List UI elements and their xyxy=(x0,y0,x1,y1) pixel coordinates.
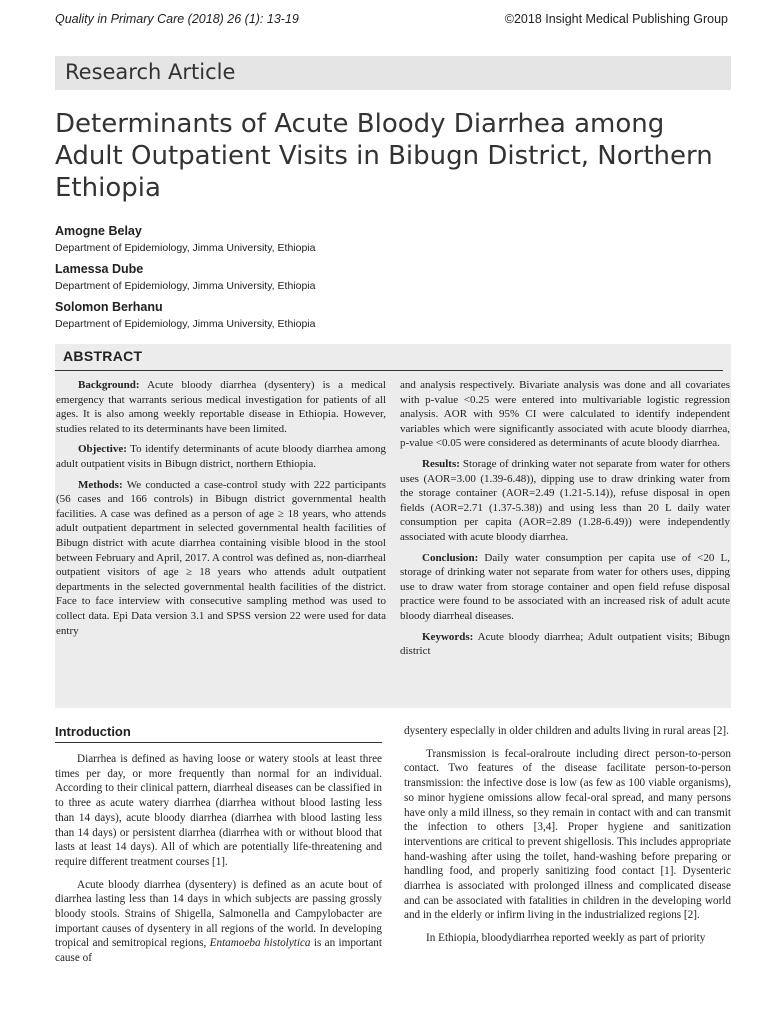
author-block xyxy=(55,300,315,330)
abstract-left-column xyxy=(56,378,386,644)
intro-paragraph: Acute bloody diarrhea (dysentery) is defined as an acute bout of diarrhea lasting less than 14 days in which subjects are passing grossly bloody stools. Strains of Shigella, Salmonella and Campylobacter are important causes of dysentery in all regions of the world. In developing tropical and semitropical regions, Entamoeba histolytica is an important cause of xyxy=(55,878,383,965)
abstract-right-column xyxy=(400,378,730,665)
author-name: Amogne Belay xyxy=(55,224,142,238)
running-header xyxy=(55,12,728,30)
author-affiliation: Department of Epidemiology, Jimma University, Ethiopia xyxy=(55,318,316,330)
methods-label: Methods: xyxy=(78,478,123,491)
journal-citation: Quality in Primary Care (2018) 26 (1): 13-19 xyxy=(55,12,299,26)
author-block xyxy=(55,224,315,254)
abstract-results xyxy=(400,457,730,545)
author-name: Lamessa Dube xyxy=(55,262,144,276)
introduction-heading: Introduction xyxy=(55,724,382,743)
conclusion-text: Daily water consumption per capita use of <20 L, storage of drinking water not separate from water for others uses, dipping use to draw water from storage container and open field refuse disposal practice were found to be associated with an increased risk of adult acute bloody diarrheal diseases. xyxy=(400,551,730,622)
objective-label: Objective: xyxy=(78,443,127,456)
intro-paragraph: In Ethiopia, bloodydiarrhea reported weekly as part of priority xyxy=(426,932,706,945)
intro-paragraph-continued: dysentery especially in older children and adults living in rural areas [2]. xyxy=(404,725,729,737)
abstract-heading: ABSTRACT xyxy=(63,348,143,364)
body-left-column xyxy=(55,752,382,974)
abstract-background xyxy=(56,378,386,436)
abstract-methods-continued: and analysis respectively. Bivariate analysis was done and all covariates with p-value <0.25 were entered into multivariable logistic regression analysis. AOR with 95% CI were calculated to identify independent variables which were significantly associated with acute bloody diarrhea, p-value <0.05 were considered as determinants of acute bloody diarrhea. xyxy=(400,379,730,450)
results-text: Storage of drinking water not separate from water for others uses (AOR=3.00 (1.39-6.48)), dipping use to draw drinking water from the storage container (AOR=2.49 (1.21-5.14)), refuse disposal in open fields (AOR=2.71 (1.37-5.38)) and using less than 20 L daily water consumption per capita (AOR=2.89 (1.28-6.49)) were independently associated with acute bloody diarrhea. xyxy=(400,457,731,543)
publisher-copyright: ©2018 Insight Medical Publishing Group xyxy=(504,12,728,26)
abstract-methods xyxy=(56,478,386,639)
keywords-label: Keywords: xyxy=(422,630,474,643)
article-type-bar xyxy=(55,56,731,90)
results-label: Results: xyxy=(422,457,460,470)
abstract-conclusion xyxy=(400,551,730,624)
article-title: Determinants of Acute Bloody Diarrhea among Adult Outpatient Visits in Bibugn District, Northern Ethiopia xyxy=(55,109,713,203)
abstract-divider xyxy=(55,370,723,371)
background-text: Acute bloody diarrhea (dysentery) is a medical emergency that warrants serious medical investigation for patients of all ages. It is also among weekly reportable disease in Ethiopia. However, studies related to its determinants have been limited. xyxy=(56,379,386,435)
author-affiliation: Department of Epidemiology, Jimma University, Ethiopia xyxy=(55,242,316,254)
abstract-keywords xyxy=(400,630,730,659)
author-name: Solomon Berhanu xyxy=(55,300,163,314)
methods-text: We conducted a case-control study with 222 participants (56 cases and 166 controls) in Bibugn district governmental health facilities. A case was defined as a person of age ≥ 18 years, who attends adult outpatient department in selected governmental health facilities of Bibugn district with acute diarrhea containing visible blood in the stool between February and April, 2017. A control was defined as, non-diarrheal outpatient visitors of age ≥ 18 years who attends adult outpatient departments in the selected governmental health facilities of the district. Face to face interview with consecutive sampling method was used to collect data. Epi Data version 3.1 and SPSS version 22 were used for data entry xyxy=(56,478,386,637)
intro-paragraph: Diarrhea is defined as having loose or watery stools at least three times per day, or more frequently than normal for an individual. According to their clinical pattern, diarrheal diseases can be classified in to three as acute watery diarrhea (diarrhea without blood lasting less than 14 days), acute bloody diarrhea (diarrhea with blood lasting less than 14 days) or persistent diarrhea (diarrhea with or without blood that lasts at least 14 days). All of which are potentially life-threatening and require different treatment courses [1]. xyxy=(55,753,382,868)
background-label: Background: xyxy=(78,379,140,391)
body-right-column xyxy=(404,724,731,954)
objective-text: To identify determinants of acute bloody diarrhea among adult outpatient visits in Bibugn district, northern Ethiopia. xyxy=(56,443,386,470)
keywords-text: Acute bloody diarrhea; Adult outpatient visits; Bibugn district xyxy=(400,630,730,658)
abstract-box xyxy=(55,344,731,708)
abstract-objective xyxy=(56,442,386,471)
author-block xyxy=(55,262,315,292)
pathogen-name: Entamoeba histolytica xyxy=(209,937,311,950)
article-type: Research Article xyxy=(65,60,236,84)
intro-paragraph: Transmission is fecal-oralroute including direct person-to-person contact. Two features of the disease facilitate person-to-person transmission: the infective dose is low (as few as 100 viable organisms), so minor hygiene omissions allow fecal-oral spread, and many persons have only a mild illness, so they remain in contact with and can transmit the infection to others [3,4]. Proper hygiene and sanitization interventions are critical to prevent shigellosis. This includes appropriate hand-washing after using the toilet, hand-washing before preparing or handling food, and properly sanitizing food contact [1]. Dysenteric diarrhea is associated with prolonged illness and complicated disease and can be associated with fatalities in children in the developing world and in the elderly or infirm living in the industrialized regions [2]. xyxy=(404,747,731,922)
conclusion-label: Conclusion: xyxy=(422,551,479,564)
author-affiliation: Department of Epidemiology, Jimma University, Ethiopia xyxy=(55,280,316,292)
